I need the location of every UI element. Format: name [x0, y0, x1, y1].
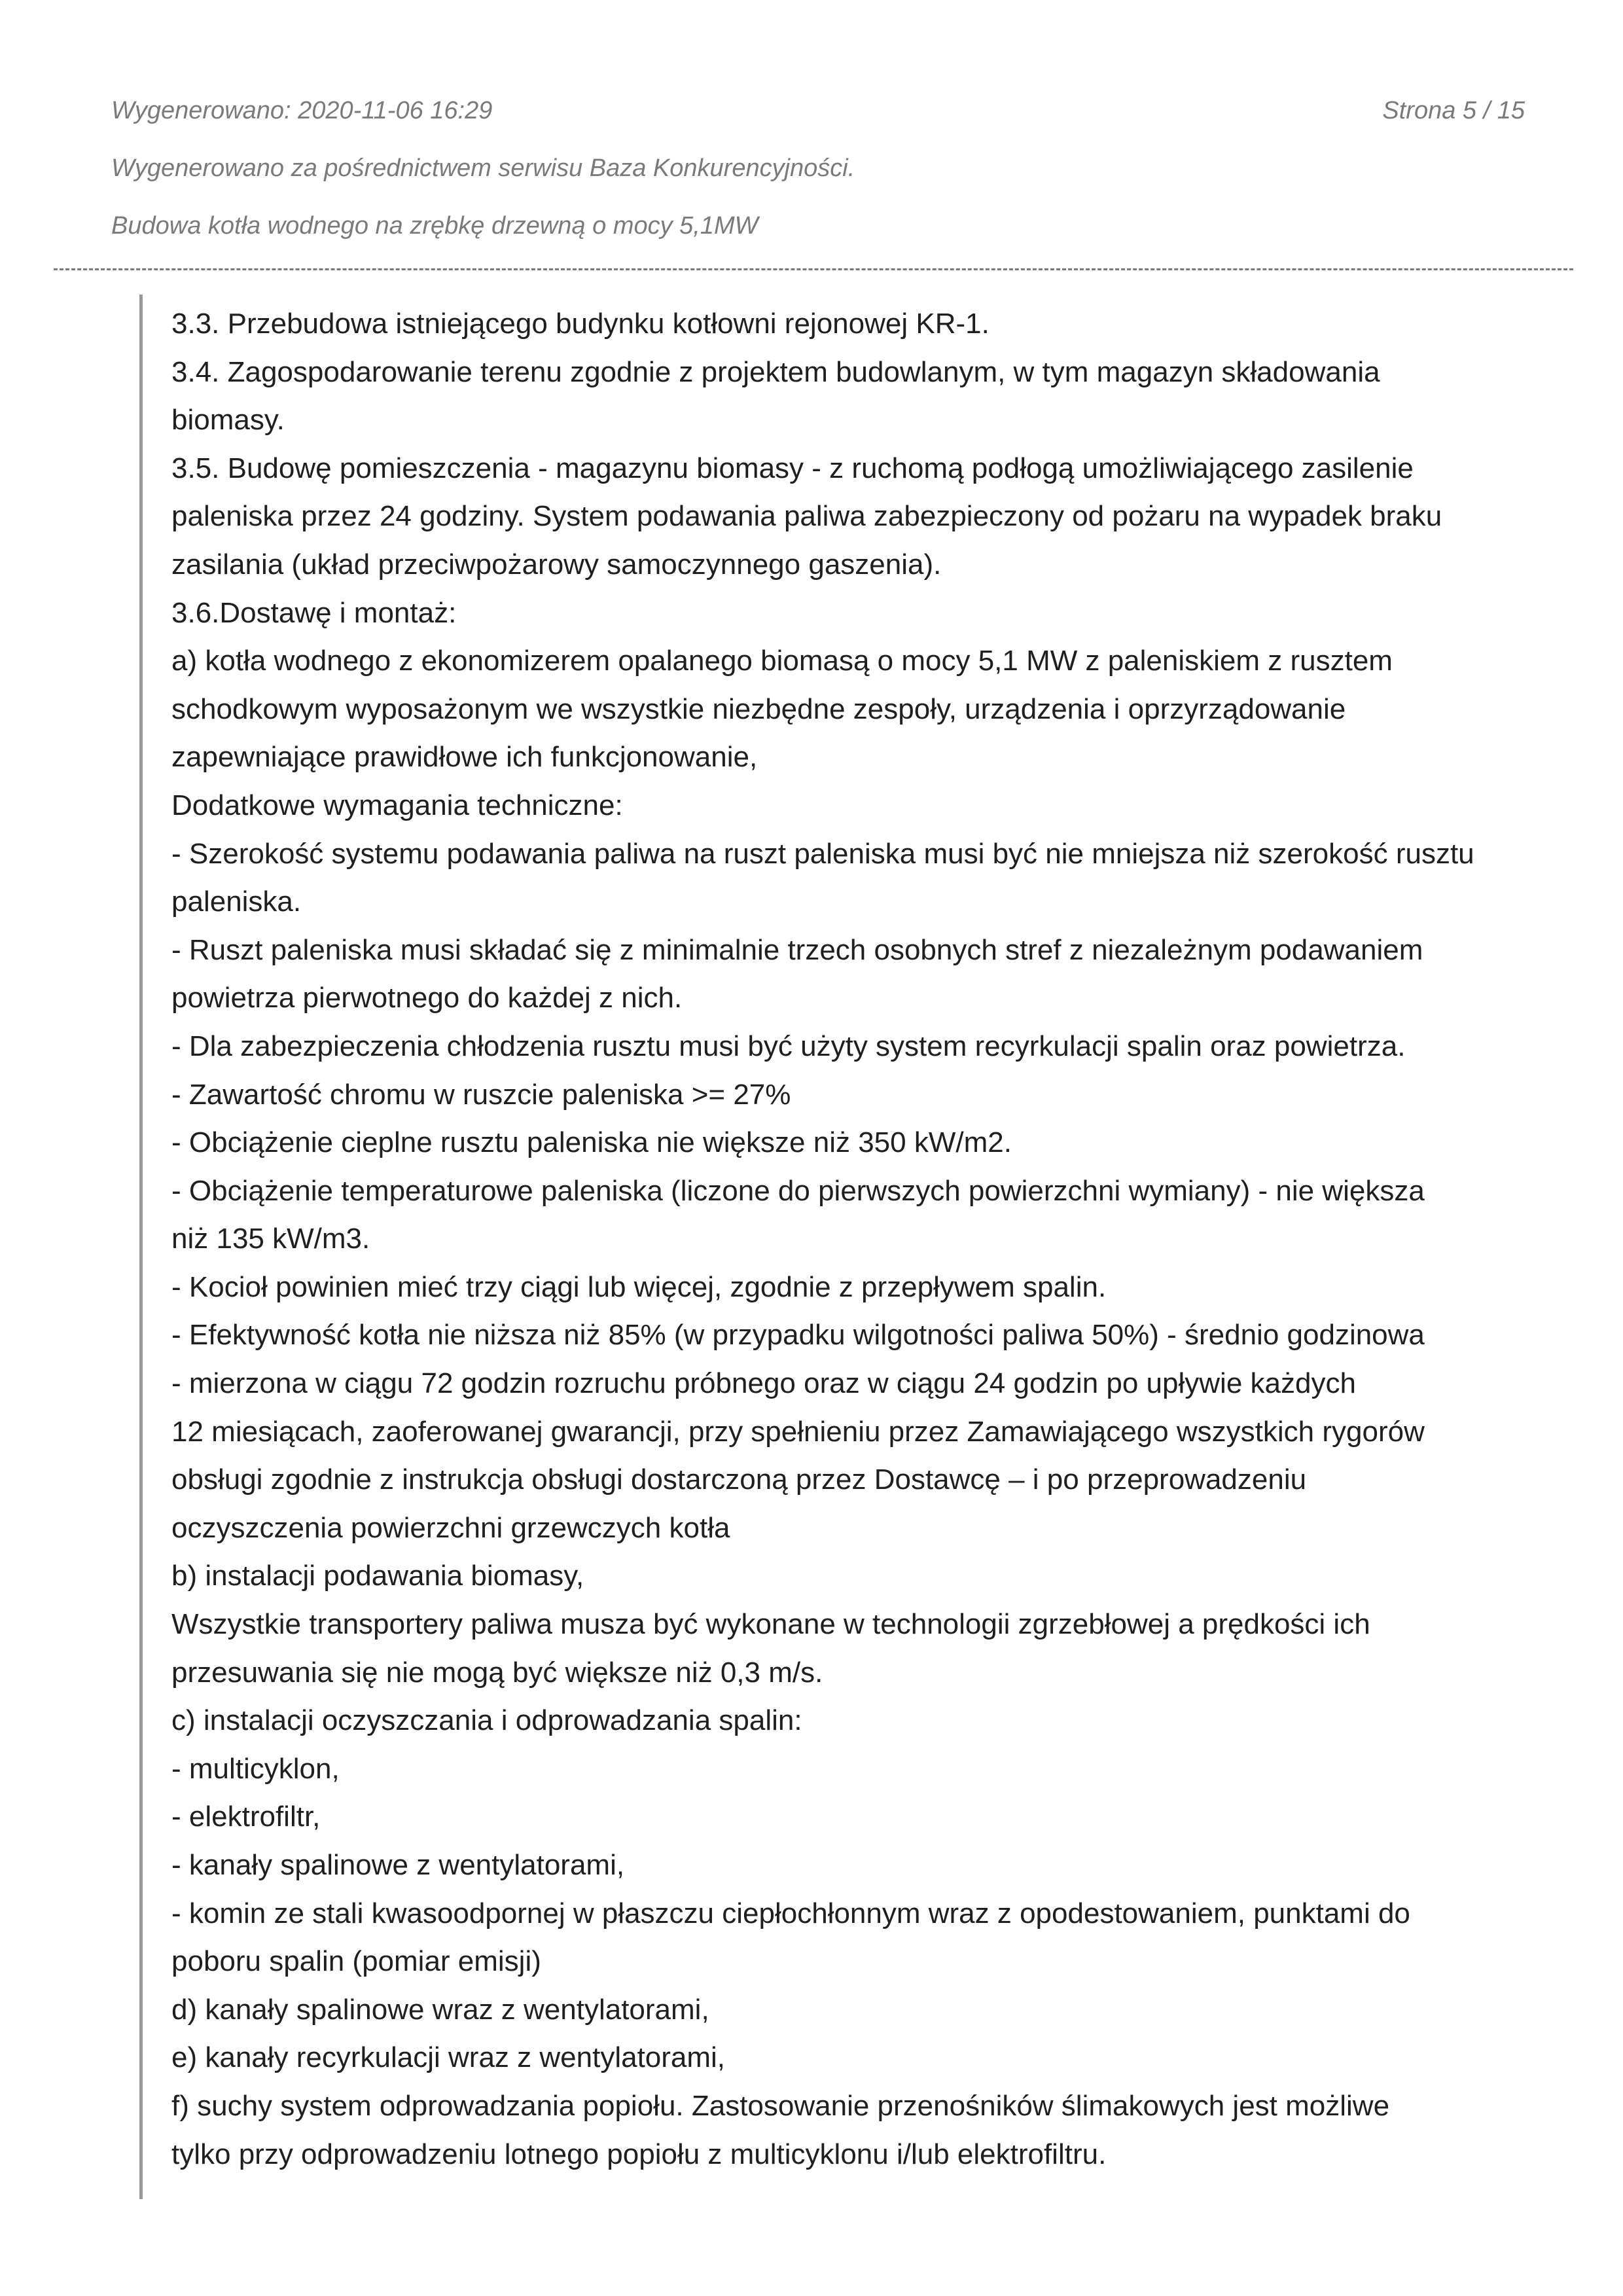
document-title: Budowa kotła wodnego na zrębkę drzewną o mocy 5,1MW [111, 212, 758, 240]
body-line: - Szerokość systemu podawania paliwa na ruszt paleniska musi być nie mniejsza niż szerokość rusztu [171, 837, 1474, 870]
body-line: schodkowym wyposażonym we wszystkie niezbędne zespoły, urządzenia i oprzyrządowanie [171, 692, 1346, 725]
body-line: 3.3. Przebudowa istniejącego budynku kotłowni rejonowej KR-1. [171, 308, 990, 340]
body-line: - Obciążenie temperaturowe paleniska (liczone do pierwszych powierzchni wymiany) - nie większa [171, 1174, 1425, 1207]
body-line: 12 miesiącach, zaoferowanej gwarancji, przy spełnieniu przez Zamawiającego wszystkich rygorów [171, 1415, 1425, 1448]
body-line: oczyszczenia powierzchni grzewczych kotła [171, 1511, 730, 1544]
header-divider [54, 268, 1573, 270]
body-line: niż 135 kW/m3. [171, 1223, 370, 1255]
body-line: zapewniające prawidłowe ich funkcjonowanie, [171, 741, 758, 774]
document-body [139, 295, 1501, 2199]
body-line: poboru spalin (pomiar emisji) [171, 1945, 541, 1978]
body-line: f) suchy system odprowadzania popiołu. Zastosowanie przenośników ślimakowych jest możliwe [171, 2089, 1390, 2122]
body-line: - Kocioł powinien mieć trzy ciągi lub więcej, zgodnie z przepływem spalin. [171, 1270, 1107, 1303]
body-line: - mierzona w ciągu 72 godzin rozruchu próbnego oraz w ciągu 24 godzin po upływie każdych [171, 1367, 1356, 1400]
source-note: Wygenerowano za pośrednictwem serwisu Baza Konkurencyjności. [111, 154, 855, 182]
body-line: - Obciążenie cieplne rusztu paleniska nie większe niż 350 kW/m2. [171, 1126, 1012, 1159]
body-line: - Dla zabezpieczenia chłodzenia rusztu musi być użyty system recyrkulacji spalin oraz powietrza. [171, 1030, 1406, 1062]
body-line: zasilania (układ przeciwpożarowy samoczynnego gaszenia). [171, 548, 942, 581]
body-line: tylko przy odprowadzeniu lotnego popiołu z multicyklonu i/lub elektrofiltru. [171, 2138, 1107, 2170]
body-line: e) kanały recyrkulacji wraz z wentylatorami, [171, 2041, 726, 2074]
body-line: biomasy. [171, 404, 285, 437]
body-line: Dodatkowe wymagania techniczne: [171, 789, 623, 821]
body-line: d) kanały spalinowe wraz z wentylatorami, [171, 1993, 709, 2026]
body-line: - Ruszt paleniska musi składać się z minimalnie trzech osobnych stref z niezależnym podawaniem [171, 933, 1423, 966]
body-line: 3.5. Budowę pomieszczenia - magazynu biomasy - z ruchomą podłogą umożliwiającego zasilenie [171, 452, 1414, 484]
body-line: - komin ze stali kwasoodpornej w płaszczu ciepłochłonnym wraz z opodestowaniem, punktami do [171, 1897, 1410, 1929]
body-line: 3.6.Dostawę i montaż: [171, 596, 457, 629]
body-line: 3.4. Zagospodarowanie terenu zgodnie z projektem budowlanym, w tym magazyn składowania [171, 355, 1380, 388]
body-line: - Zawartość chromu w ruszcie paleniska >= 27% [171, 1078, 791, 1111]
body-line: paleniska. [171, 886, 302, 918]
body-line: b) instalacji podawania biomasy, [171, 1560, 584, 1592]
body-line: - kanały spalinowe z wentylatorami, [171, 1849, 625, 1881]
body-line: - Efektywność kotła nie niższa niż 85% (w przypadku wilgotności paliwa 50%) - średnio godzinowa [171, 1319, 1425, 1352]
page-number: Strona 5 / 15 [1382, 97, 1525, 124]
body-line: - multicyklon, [171, 1752, 340, 1785]
body-line: c) instalacji oczyszczania i odprowadzania spalin: [171, 1704, 802, 1737]
generated-date: Wygenerowano: 2020-11-06 16:29 [111, 97, 493, 124]
body-line: paleniska przez 24 godziny. System podawania paliwa zabezpieczony od pożaru na wypadek braku [171, 500, 1442, 533]
body-line: Wszystkie transportery paliwa musza być wykonane w technologii zgrzebłowej a prędkości ich [171, 1608, 1370, 1641]
body-line: a) kotła wodnego z ekonomizerem opalanego biomasą o mocy 5,1 MW z paleniskiem z rusztem [171, 645, 1393, 677]
body-line: obsługi zgodnie z instrukcja obsługi dostarczoną przez Dostawcę – i po przeprowadzeniu [171, 1463, 1307, 1496]
body-line: przesuwania się nie mogą być większe niż 0,3 m/s. [171, 1656, 823, 1689]
body-line: - elektrofiltr, [171, 1801, 321, 1833]
body-line: powietrza pierwotnego do każdej z nich. [171, 982, 683, 1014]
